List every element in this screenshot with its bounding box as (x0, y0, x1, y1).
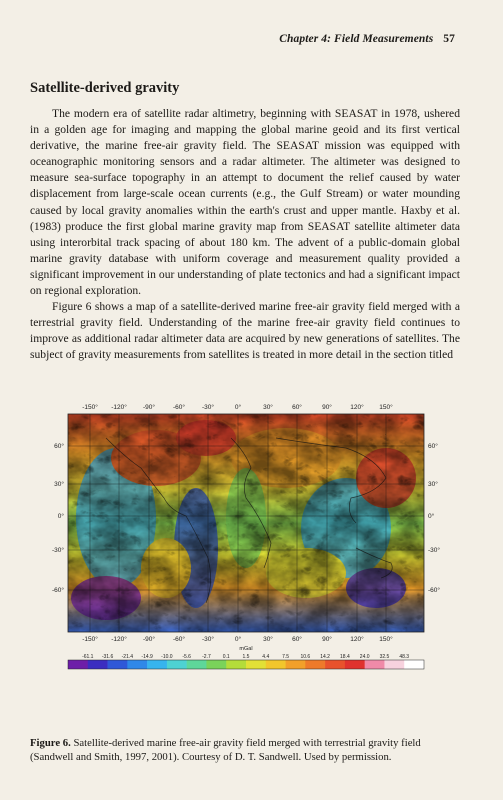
colorbar-value-label: -5.6 (182, 654, 191, 660)
lat-label: 60° (428, 443, 438, 450)
colorbar-swatch (384, 660, 404, 669)
colorbar-swatch (226, 660, 246, 669)
gravity-map-figure (46, 398, 466, 723)
colorbar-value-labels (82, 654, 409, 660)
caption-label: Figure 6. (30, 737, 71, 749)
lat-label: 30° (428, 481, 438, 488)
lon-label: 90° (322, 404, 332, 411)
lon-label: -150° (82, 636, 98, 643)
colorbar-swatch (365, 660, 385, 669)
colorbar-swatch (305, 660, 325, 669)
colorbar-value-label: -21.4 (121, 654, 134, 660)
lon-label: 120° (350, 404, 364, 411)
lon-label: 30° (263, 636, 273, 643)
lat-label: -60° (428, 587, 440, 594)
lon-label: -150° (82, 404, 98, 411)
lon-label: 150° (379, 404, 393, 411)
colorbar-value-label: -2.7 (202, 654, 211, 660)
colorbar-value-label: 18.4 (340, 654, 350, 660)
lon-label: 150° (379, 636, 393, 643)
colorbar-swatch (68, 660, 88, 669)
left-latitude-labels (52, 442, 64, 594)
lon-label: -60° (173, 404, 185, 411)
lon-label: -90° (143, 636, 155, 643)
colorbar-swatch (246, 660, 266, 669)
section-title: Satellite-derived gravity (30, 80, 180, 96)
chapter-title: Chapter 4: Field Measurements (279, 33, 434, 45)
bottom-longitude-labels (82, 635, 393, 643)
colorbar-value-label: -14.9 (141, 654, 153, 660)
lon-label: -30° (202, 636, 214, 643)
colorbar-value-label: 10.6 (300, 654, 311, 660)
colorbar-swatch (187, 660, 207, 669)
lon-label: 120° (350, 636, 364, 643)
colorbar-swatch (108, 660, 128, 669)
colorbar-value-label: 32.5 (379, 654, 390, 660)
lon-label: 30° (263, 404, 273, 411)
colorbar-swatch (167, 660, 187, 669)
colorbar-value-label: 7.5 (282, 654, 290, 660)
colorbar-swatch (286, 660, 306, 669)
colorbar (68, 660, 424, 669)
lat-label: 0° (428, 513, 435, 520)
lon-label: 60° (292, 636, 302, 643)
colorbar-value-label: 48.3 (399, 654, 410, 660)
right-latitude-labels (428, 442, 440, 594)
colorbar-swatch (88, 660, 108, 669)
lon-label: 90° (322, 636, 332, 643)
colorbar-value-label: 24.0 (359, 654, 370, 660)
lat-label: -30° (428, 547, 440, 554)
lon-label: -60° (173, 636, 185, 643)
paragraph: Figure 6 shows a map of a satellite-derived marine free-air gravity field merged with a terrestrial gravity field. Understanding of the marine free-air gravity field continues to improve as additional radar altimeter data are acquired by new generations of satellites. The subject of gravity measurements from satellites is treated in more detail in the section titled (30, 300, 460, 362)
top-longitude-labels (82, 403, 393, 411)
colorbar-swatch (147, 660, 167, 669)
lon-label: 0° (234, 636, 242, 643)
lat-label: 0° (57, 513, 64, 520)
lon-label: -30° (202, 404, 214, 411)
colorbar-value-label: -10.0 (161, 654, 173, 660)
colorbar-value-label: -31.6 (101, 654, 114, 660)
colorbar-value-label: 14.2 (320, 654, 330, 660)
colorbar-swatch (206, 660, 226, 669)
lat-label: 60° (54, 443, 64, 450)
page-number: 57 (443, 33, 455, 45)
running-header (279, 33, 455, 45)
lon-label: -120° (111, 636, 127, 643)
colorbar-value-label: 4.4 (262, 654, 270, 660)
gravity-map-svg (46, 398, 466, 723)
caption-text: Satellite-derived marine free-air gravity field merged with terrestrial gravity field (Sandwell and Smith, 1997, 2001). Courtesy of D. T. Sandwell. Used by permission. (30, 737, 421, 764)
colorbar-swatch (266, 660, 286, 669)
colorbar-swatch (127, 660, 147, 669)
lat-label: -60° (52, 587, 64, 594)
gravity-map-image (68, 414, 424, 632)
colorbar-value-label: 1.5 (242, 654, 250, 660)
colorbar-swatch (404, 660, 424, 669)
lat-label: 30° (54, 481, 64, 488)
lat-label: -30° (52, 547, 64, 554)
paragraph: The modern era of satellite radar altimetry, beginning with SEASAT in 1978, ushered in a golden age for imaging and mapping the global marine geoid and its first vertical derivative, the marine free-air gravity field. The SEASAT mission was equipped with oceanographic monitoring sensors and a radar altimeter. The altimeter was designed to measure sea-surface topography in an attempt to document the relief caused by water displacement from large-scale ocean currents (e.g., the Gulf Stream) or water mounding caused by local gravity anomalies within the earth's crust and upper mantle. Haxby et al. (1983) produce the first global marine gravity map from SEASAT satellite altimeter data using interorbital track spacing of about 180 km. The advent of a public-domain global marine gravity database with uniform coverage and measurement quality provided a significant improvement in our understanding of plate tectonics and had a significant impact on regional exploration. (30, 107, 460, 298)
colorbar-swatch (325, 660, 345, 669)
colorbar-value-label: 0.1 (222, 654, 230, 660)
colorbar-value-label: -61.1 (82, 654, 94, 660)
lon-label: 0° (234, 404, 242, 411)
body-text (30, 106, 460, 364)
lon-label: -90° (143, 404, 155, 411)
colorbar-unit: mGal (239, 646, 253, 652)
lon-label: -120° (111, 404, 127, 411)
colorbar-swatch (345, 660, 365, 669)
lon-label: 60° (292, 404, 302, 411)
figure-caption (30, 736, 460, 764)
